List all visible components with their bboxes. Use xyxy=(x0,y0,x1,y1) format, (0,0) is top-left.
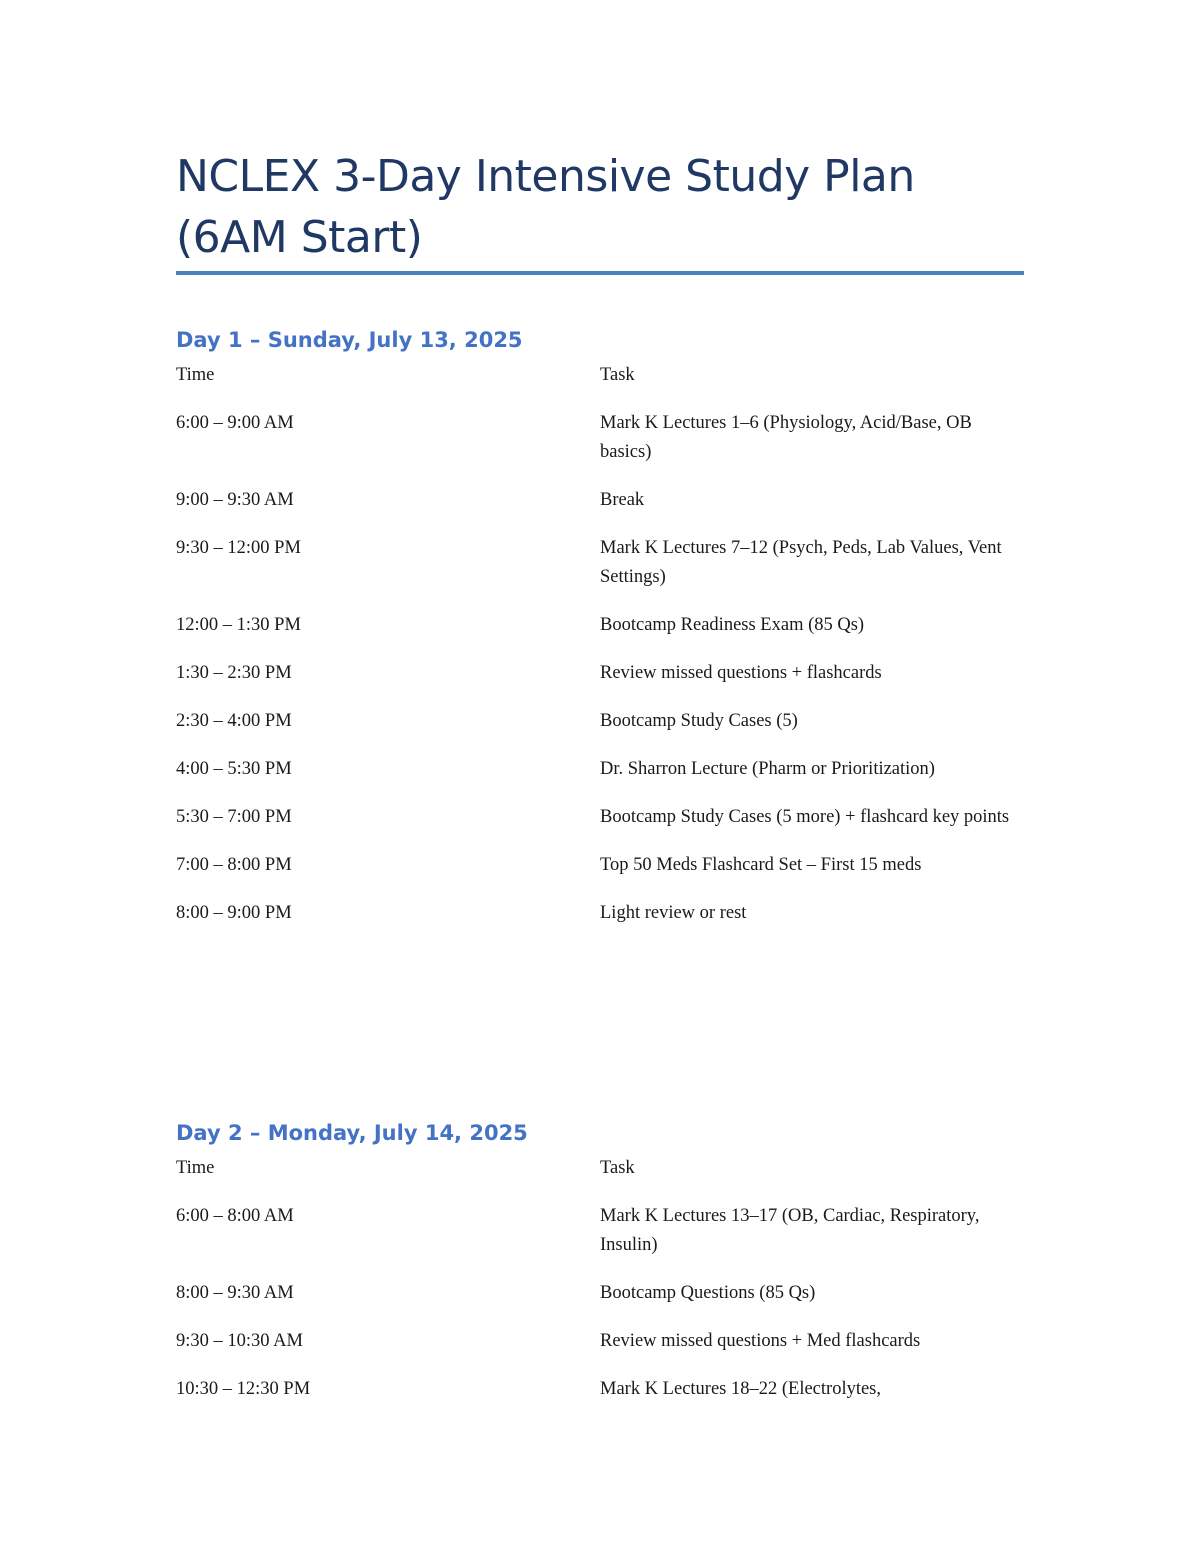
task-cell: Bootcamp Study Cases (5 more) + flashcard key points xyxy=(600,807,1010,827)
time-cell: 12:00 – 1:30 PM xyxy=(176,615,301,635)
document-title: NCLEX 3-Day Intensive Study Plan (6AM Start) xyxy=(176,151,915,263)
table-row xyxy=(176,1202,1024,1260)
table-row xyxy=(176,707,1024,736)
time-cell: 9:00 – 9:30 AM xyxy=(176,490,294,510)
day-2-schedule-table xyxy=(176,1154,1024,1423)
task-cell: Bootcamp Questions (85 Qs) xyxy=(600,1283,816,1303)
task-cell: Break xyxy=(600,490,645,510)
task-cell: Dr. Sharron Lecture (Pharm or Prioritization) xyxy=(600,759,935,779)
time-cell: 6:00 – 8:00 AM xyxy=(176,1206,294,1226)
task-cell: Bootcamp Readiness Exam (85 Qs) xyxy=(600,615,865,635)
table-row xyxy=(176,1279,1024,1308)
time-cell: 10:30 – 12:30 PM xyxy=(176,1379,311,1399)
table-row xyxy=(176,611,1024,640)
task-cell: Top 50 Meds Flashcard Set – First 15 meds xyxy=(600,855,922,875)
table-header-row xyxy=(176,361,1024,390)
time-cell: 5:30 – 7:00 PM xyxy=(176,807,292,827)
table-row xyxy=(176,803,1024,832)
table-row xyxy=(176,486,1024,515)
table-row xyxy=(176,899,1024,928)
task-cell: Review missed questions + Med flashcards xyxy=(600,1331,921,1351)
time-cell: 9:30 – 10:30 AM xyxy=(176,1331,303,1351)
task-cell: Bootcamp Study Cases (5) xyxy=(600,711,798,731)
time-cell: 7:00 – 8:00 PM xyxy=(176,855,292,875)
task-cell: Mark K Lectures 1–6 (Physiology, Acid/Base, OB basics) xyxy=(600,413,972,462)
time-cell: 6:00 – 9:00 AM xyxy=(176,413,294,433)
column-header-time: Time xyxy=(176,365,215,385)
time-cell: 1:30 – 2:30 PM xyxy=(176,663,292,683)
table-row xyxy=(176,1327,1024,1356)
column-header-time: Time xyxy=(176,1158,215,1178)
day-1-schedule-table xyxy=(176,361,1024,947)
time-cell: 8:00 – 9:30 AM xyxy=(176,1283,294,1303)
task-cell: Mark K Lectures 18–22 (Electrolytes, xyxy=(600,1379,882,1399)
table-row xyxy=(176,409,1024,467)
table-row xyxy=(176,659,1024,688)
task-cell: Review missed questions + flashcards xyxy=(600,663,882,683)
table-header-row xyxy=(176,1154,1024,1183)
day-2-heading: Day 2 – Monday, July 14, 2025 xyxy=(176,1121,528,1145)
task-cell: Mark K Lectures 7–12 (Psych, Peds, Lab Values, Vent Settings) xyxy=(600,538,1002,587)
day-1-heading: Day 1 – Sunday, July 13, 2025 xyxy=(176,328,523,352)
table-row xyxy=(176,755,1024,784)
title-underline xyxy=(176,271,1024,275)
task-cell: Light review or rest xyxy=(600,903,747,923)
time-cell: 9:30 – 12:00 PM xyxy=(176,538,301,558)
task-cell: Mark K Lectures 13–17 (OB, Cardiac, Respiratory, Insulin) xyxy=(600,1206,980,1255)
column-header-task: Task xyxy=(600,365,635,385)
time-cell: 8:00 – 9:00 PM xyxy=(176,903,292,923)
time-cell: 4:00 – 5:30 PM xyxy=(176,759,292,779)
table-row xyxy=(176,1375,1024,1404)
table-row xyxy=(176,851,1024,880)
table-row xyxy=(176,534,1024,592)
time-cell: 2:30 – 4:00 PM xyxy=(176,711,292,731)
column-header-task: Task xyxy=(600,1158,635,1178)
